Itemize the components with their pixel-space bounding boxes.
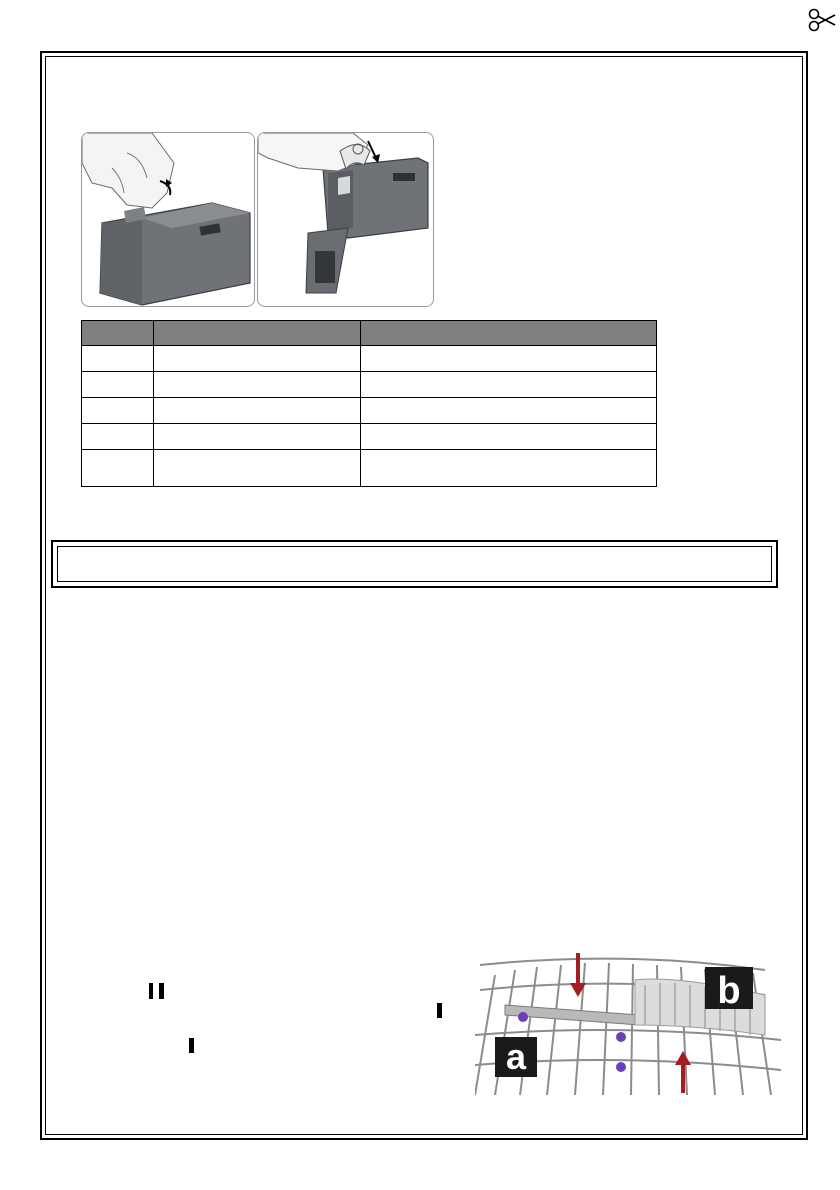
table-row [82,424,657,450]
rinse-aid-filling-image [257,132,434,307]
text-mark [189,1038,194,1053]
table-row [82,346,657,372]
table-header-cell [82,321,154,346]
table-cell [82,372,154,398]
table-cell [361,372,657,398]
specification-table [81,320,657,487]
table-cell [154,424,361,450]
rinse-aid-filling-icon [258,133,433,306]
dish-rack-image [475,945,781,1099]
table-cell [82,424,154,450]
table-cell [154,346,361,372]
scissors-icon [808,8,836,32]
table-cell [154,372,361,398]
table-row [82,398,657,424]
table-row [82,450,657,487]
label-a: a [505,1036,527,1077]
table-cell [361,346,657,372]
text-mark [437,1003,442,1018]
section-heading-inner [57,546,772,582]
table-cell [361,450,657,487]
table-cell [361,398,657,424]
dish-rack-icon [475,945,781,1099]
table-row [82,372,657,398]
detergent-dispenser-lid-open-icon [82,133,254,306]
table-cell [82,346,154,372]
detergent-dispenser-image [81,132,255,307]
text-mark [149,983,153,999]
table-cell [154,398,361,424]
table-cell [154,450,361,487]
table-header-cell [154,321,361,346]
table-cell [82,398,154,424]
table-cell [82,450,154,487]
section-heading-box [51,540,778,588]
text-mark [159,983,164,999]
table-cell [361,424,657,450]
table-header-cell [361,321,657,346]
label-b: b [717,970,741,1012]
table-header-row [82,321,657,346]
